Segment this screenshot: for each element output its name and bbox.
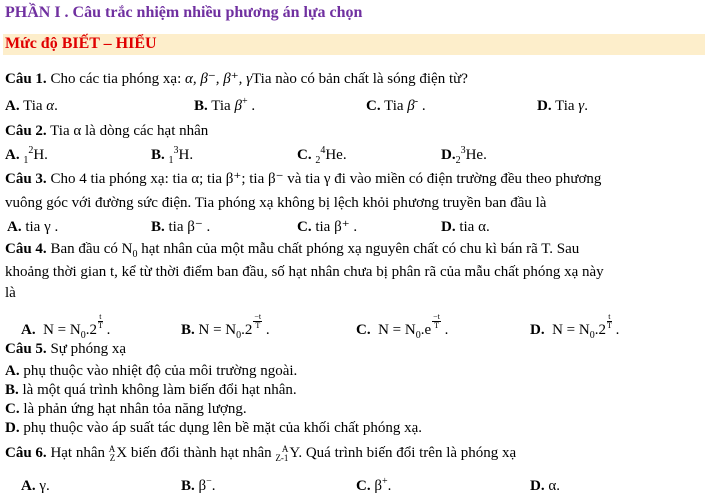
mass-number: 4 <box>320 145 326 156</box>
option-key: A. <box>5 147 20 163</box>
option-text: Tia <box>384 98 404 114</box>
mass-number: 3 <box>460 145 466 156</box>
question-text: Ban đầu có N <box>50 241 133 257</box>
option-1b[interactable] <box>194 97 255 115</box>
question-4 <box>5 240 579 258</box>
question-text: Tia α là dòng các hạt nhân <box>50 123 209 139</box>
formula-base: .2 <box>594 322 606 338</box>
atomic-number: Z <box>109 452 116 463</box>
element-symbol: X <box>116 445 128 461</box>
option-key: D. <box>537 98 552 114</box>
question-2 <box>5 122 208 140</box>
option-key: D. <box>441 219 456 235</box>
denominator: T <box>255 321 261 330</box>
option-tail: . <box>387 478 392 494</box>
element-symbol: He. <box>465 147 487 163</box>
option-3d[interactable] <box>441 218 490 236</box>
option-2a[interactable] <box>5 146 48 164</box>
option-key: D. <box>441 147 456 163</box>
option-text: β <box>374 478 382 494</box>
option-6a[interactable] <box>21 477 50 495</box>
option-math: α <box>46 98 55 114</box>
option-key: B. <box>151 219 165 235</box>
option-key: A. <box>5 363 20 379</box>
question-text: biến đổi thành hạt nhân <box>130 445 272 461</box>
option-key: A. <box>7 219 22 235</box>
atomic-number: 2 <box>315 155 321 166</box>
option-text: Tia <box>23 98 43 114</box>
option-key: D. <box>5 420 20 436</box>
nuclide-notation <box>275 445 288 463</box>
formula-lhs: N = N <box>552 322 590 338</box>
question-text: Sự phóng xạ <box>50 341 127 357</box>
option-1d[interactable] <box>537 97 588 115</box>
option-2b[interactable] <box>151 146 193 164</box>
exponent-fraction <box>432 313 441 330</box>
option-key: C. <box>297 147 312 163</box>
exponent-fraction <box>98 313 103 330</box>
atomic-number: 1 <box>168 155 174 166</box>
option-key: B. <box>181 478 195 494</box>
option-math: β <box>407 98 415 114</box>
atomic-number: 2 <box>455 155 461 166</box>
math-expression: α, β⁻, β⁺, γ <box>184 71 253 87</box>
question-label: Câu 4. <box>5 241 47 257</box>
numerator: t <box>608 312 611 321</box>
question-text: Hạt nhân <box>50 445 106 461</box>
question-6 <box>5 444 516 463</box>
numerator: t <box>99 312 102 321</box>
option-sup: + <box>241 96 248 107</box>
subscript: 0 <box>132 249 138 260</box>
option-tail: . <box>211 478 216 494</box>
question-text: Quá trình biến đổi trên là phóng xạ <box>305 445 517 461</box>
denominator: T <box>606 321 612 330</box>
mass-number: A <box>108 443 116 454</box>
option-key: D. <box>530 322 545 338</box>
option-tail: . <box>106 322 111 338</box>
option-3c[interactable] <box>297 218 357 236</box>
option-sup: − <box>206 476 212 487</box>
numerator: −t <box>433 312 440 321</box>
option-sup: + <box>381 476 388 487</box>
option-math: β <box>234 98 242 114</box>
option-tail: . <box>251 98 256 114</box>
option-text: tia β⁻ . <box>168 219 211 235</box>
option-2c[interactable] <box>297 146 347 164</box>
option-3a[interactable] <box>7 218 58 236</box>
option-6d[interactable] <box>530 477 560 495</box>
option-key: C. <box>366 98 381 114</box>
option-4a[interactable] <box>21 313 110 339</box>
option-key: C. <box>356 322 371 338</box>
question-4-line2: khoảng thời gian t, kể từ thời điểm ban đầu, số hạt nhân chưa bị phân rã của mẫu chất phóng xạ này <box>5 264 604 280</box>
option-text: tia β⁺ . <box>315 219 358 235</box>
element-symbol: He. <box>325 147 347 163</box>
question-text: Cho 4 tia phóng xạ: tia α; tia β⁺; tia β⁻ và tia γ đi vào miền có điện trường đều theo phương <box>50 171 602 187</box>
option-key: A. <box>21 478 36 494</box>
atomic-number: 1 <box>23 155 29 166</box>
question-text: Tia nào có bản chất là sóng điện từ? <box>252 71 468 87</box>
question-text: Cho các tia phóng xạ: <box>50 71 182 87</box>
option-2d[interactable] <box>441 146 487 164</box>
option-5c[interactable] <box>5 400 247 418</box>
option-text: là một quá trình không làm biến đổi hạt nhân. <box>22 382 297 398</box>
subscript: 0 <box>589 330 595 341</box>
option-key: C. <box>297 219 312 235</box>
formula-base: .2 <box>241 322 253 338</box>
option-key: A. <box>21 322 36 338</box>
option-key: C. <box>356 478 371 494</box>
option-text: Tia <box>555 98 575 114</box>
formula-lhs: N = N <box>43 322 81 338</box>
option-text: phụ thuộc vào nhiệt độ của môi trường ngoài. <box>23 363 298 379</box>
subscript: 0 <box>80 330 86 341</box>
question-3-line2: vuông góc với đường sức điện. Tia phóng xạ không bị lệch khỏi phương truyền ban đầu là <box>5 195 547 211</box>
option-tail: . <box>584 98 588 114</box>
denominator: T <box>97 321 103 330</box>
option-text: tia γ . <box>25 219 59 235</box>
option-text: β <box>198 478 207 494</box>
option-5d[interactable] <box>5 419 422 437</box>
exponent-fraction <box>253 313 262 330</box>
option-key: B. <box>5 382 19 398</box>
question-1 <box>5 70 468 88</box>
option-text: Tia <box>211 98 231 114</box>
mass-number: A <box>281 443 289 454</box>
question-4-line3: là <box>5 285 16 301</box>
nuclide-notation <box>109 445 116 463</box>
option-1c[interactable] <box>366 97 426 115</box>
option-1a[interactable] <box>5 97 58 115</box>
difficulty-level: Mức độ BIẾT – HIỂU <box>5 35 157 52</box>
option-3b[interactable] <box>151 218 210 236</box>
option-6b[interactable] <box>181 477 216 495</box>
option-text: phụ thuộc vào áp suất tác dụng lên bề mặt của khối chất phóng xạ. <box>23 420 422 436</box>
element-symbol: Y. <box>289 445 303 461</box>
option-tail: . <box>615 322 620 338</box>
option-5a[interactable] <box>5 362 297 380</box>
question-label: Câu 2. <box>5 123 47 139</box>
question-5 <box>5 340 126 358</box>
formula-lhs: N = N <box>198 322 237 338</box>
option-tail: . <box>421 98 426 114</box>
option-6c[interactable] <box>356 477 391 495</box>
option-key: D. <box>530 478 545 494</box>
formula-lhs: N = N <box>378 322 416 338</box>
element-symbol: H. <box>178 147 194 163</box>
option-key: B. <box>194 98 208 114</box>
section-title: PHẦN I . Câu trắc nhiệm nhiều phương án lựa chọn <box>5 4 363 21</box>
mass-number: 3 <box>173 145 179 156</box>
option-key: A. <box>5 98 20 114</box>
mass-number: 2 <box>28 145 34 156</box>
option-4d[interactable] <box>530 313 619 339</box>
option-key: B. <box>151 147 165 163</box>
option-tail: . <box>265 322 270 338</box>
option-tail: . <box>444 322 449 338</box>
option-4b[interactable] <box>181 313 270 339</box>
question-3 <box>5 170 601 188</box>
numerator: −t <box>254 312 262 321</box>
question-label: Câu 5. <box>5 341 47 357</box>
exponent-fraction <box>607 313 612 330</box>
option-5b[interactable] <box>5 381 297 399</box>
formula-base: .e <box>420 322 432 338</box>
option-text: tia α. <box>459 219 490 235</box>
formula-base: .2 <box>85 322 97 338</box>
option-sup: - <box>414 96 419 107</box>
element-symbol: H. <box>33 147 48 163</box>
option-text: α. <box>548 478 560 494</box>
subscript: 0 <box>236 330 242 341</box>
option-tail: . <box>54 98 58 114</box>
question-label: Câu 6. <box>5 445 47 461</box>
atomic-number: Z-1 <box>275 452 289 463</box>
question-label: Câu 1. <box>5 71 47 87</box>
subscript: 0 <box>415 330 421 341</box>
denominator: T <box>434 321 439 330</box>
option-key: C. <box>5 401 20 417</box>
option-text: là phản ứng hạt nhân tỏa năng lượng. <box>23 401 247 417</box>
question-text: hạt nhân của một mẫu chất phóng xạ nguyên chất có chu kì bán rã T. Sau <box>141 241 580 257</box>
option-math: γ <box>578 98 585 114</box>
option-text: γ. <box>39 478 50 494</box>
option-4c[interactable] <box>356 313 448 339</box>
option-key: B. <box>181 322 195 338</box>
question-label: Câu 3. <box>5 171 47 187</box>
